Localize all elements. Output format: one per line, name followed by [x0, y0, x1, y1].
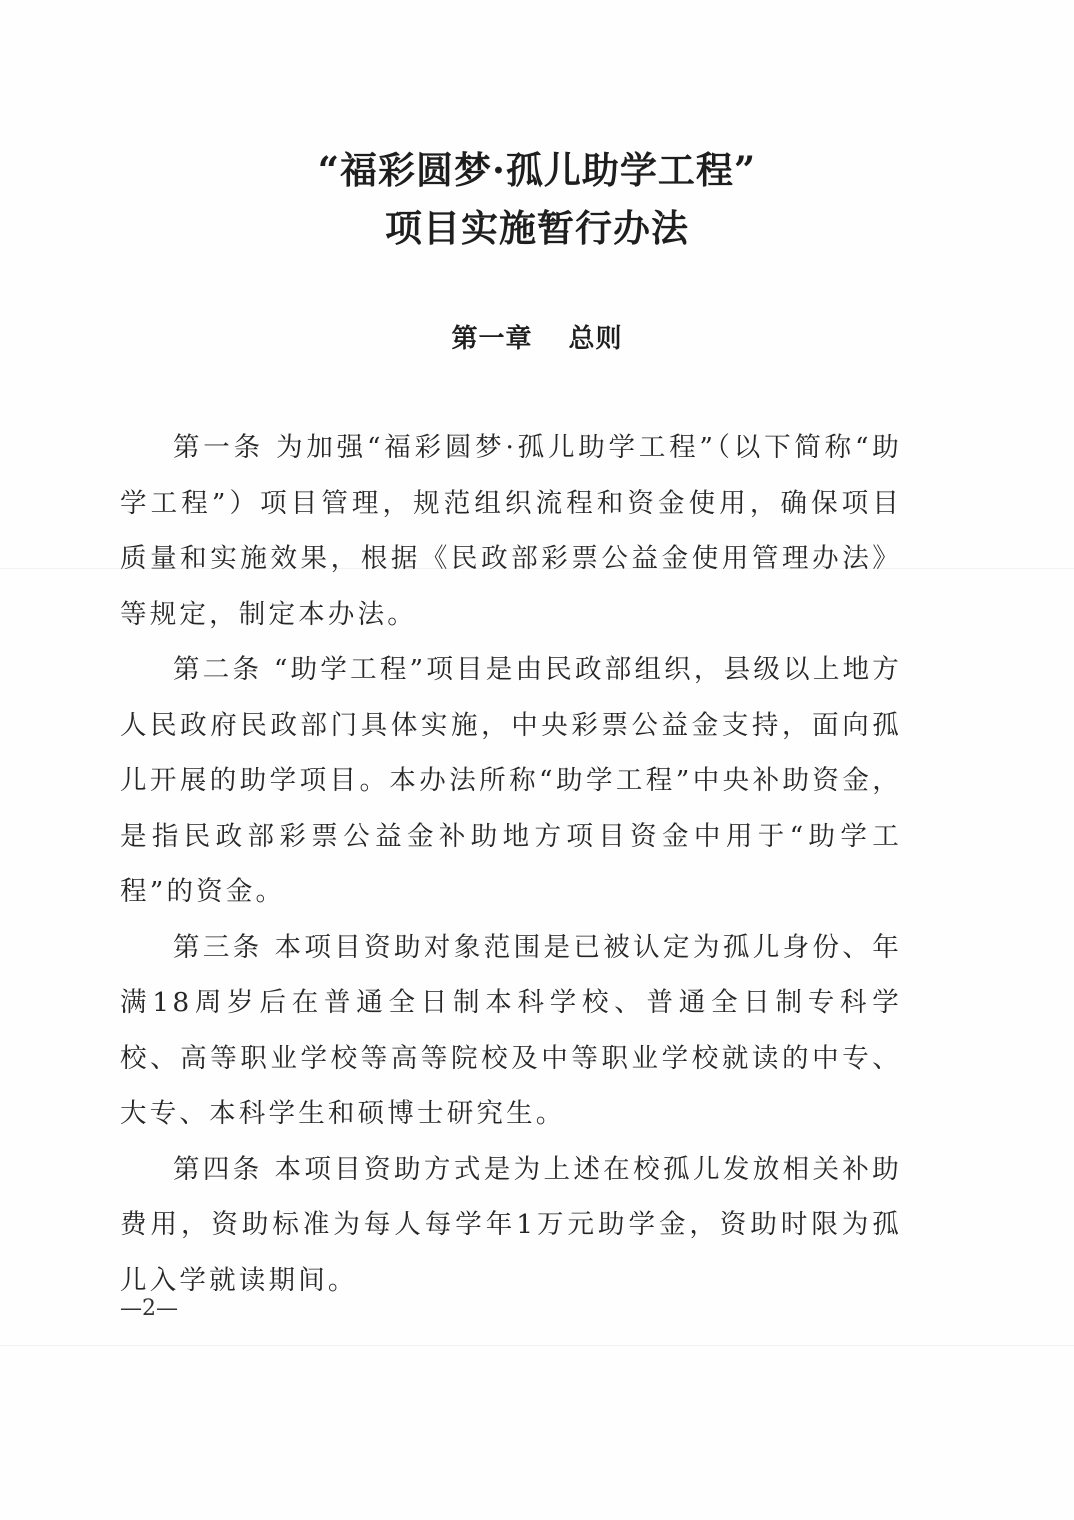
chapter-name: 总则	[568, 324, 623, 354]
document-title-line-2: 项目实施暂行办法	[385, 206, 689, 250]
scan-artifact-line	[0, 1345, 1074, 1346]
document-title-line-1: “福彩圆梦·孤儿助学工程”	[317, 148, 757, 192]
chapter-heading	[0, 318, 1074, 355]
article-4: 第四条 本项目资助方式是为上述在校孤儿发放相关补助费用，资助标准为每人每学年1万元助学金，资助时限为孤儿入学就读期间。	[120, 1153, 902, 1296]
article-1: 第一条 为加强“福彩圆梦·孤儿助学工程”（以下简称“助学工程”）项目管理，规范组织流程和资金使用，确保项目质量和实施效果，根据《民政部彩票公益金使用管理办法》等规定，制定本办法。	[120, 432, 902, 630]
page-number: —2—	[120, 1296, 178, 1321]
document-body	[120, 420, 902, 1308]
chapter-number: 第一章	[451, 324, 533, 354]
article-3: 第三条 本项目资助对象范围是已被认定为孤儿身份、年满18周岁后在普通全日制本科学校、普通全日制专科学校、高等职业学校等高等院校及中等职业学校就读的中专、大专、本科学生和硕博士研究生。	[120, 931, 902, 1129]
article-2: 第二条 “助学工程”项目是由民政部组织，县级以上地方人民政府民政部门具体实施，中央彩票公益金支持，面向孤儿开展的助学项目。本办法所称“助学工程”中央补助资金，是指民政部彩票公益金补助地方项目资金中用于“助学工程”的资金。	[120, 654, 902, 907]
